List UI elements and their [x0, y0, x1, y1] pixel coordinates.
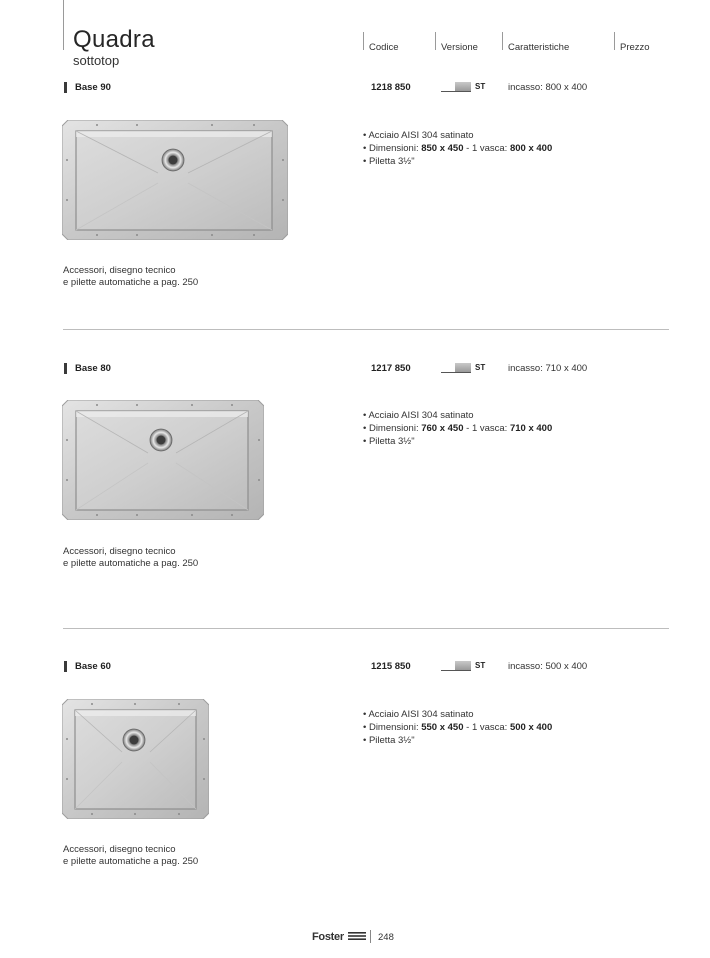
version-swatch [441, 661, 471, 671]
version-label: ST [475, 661, 486, 670]
col-rule-caratteristiche [502, 32, 503, 50]
section-marker [64, 82, 67, 93]
section-divider [63, 329, 669, 330]
spec-dimensions: • Dimensioni: 550 x 450 - 1 vasca: 500 x 400 [363, 722, 553, 733]
brand-logo: Foster [312, 931, 366, 943]
col-header-caratteristiche: Caratteristiche [508, 42, 570, 53]
product-code: 1215 850 [371, 661, 411, 672]
spec-drain: • Piletta 3½" [363, 735, 415, 746]
spec-material: • Acciaio AISI 304 satinato [363, 410, 474, 421]
spec-dimensions: • Dimensioni: 850 x 450 - 1 vasca: 800 x 400 [363, 143, 553, 154]
product-base-label: Base 90 [75, 82, 111, 93]
product-incasso: incasso: 710 x 400 [508, 363, 588, 374]
spec-drain: • Piletta 3½" [363, 436, 415, 447]
spec-dimensions: • Dimensioni: 760 x 450 - 1 vasca: 710 x 400 [363, 423, 553, 434]
product-specs [363, 708, 552, 747]
brand-stripes-icon [348, 932, 366, 940]
section-marker [64, 363, 67, 374]
page-title: Quadra [73, 26, 155, 53]
product-specs [363, 409, 552, 448]
col-rule-prezzo [614, 32, 615, 50]
page-subtitle: sottotop [73, 53, 120, 68]
version-swatch [441, 363, 471, 373]
product-base-label: Base 60 [75, 661, 111, 672]
footer-separator [370, 930, 371, 943]
sink-image-base-60 [62, 699, 209, 819]
accessories-note: Accessori, disegno tecnico e pilette automatiche a pag. 250 [63, 265, 199, 288]
product-incasso: incasso: 500 x 400 [508, 661, 588, 672]
col-rule-versione [435, 32, 436, 50]
version-label: ST [475, 82, 486, 91]
accessories-note: Accessori, disegno tecnico e pilette automatiche a pag. 250 [63, 546, 199, 569]
spec-drain: • Piletta 3½" [363, 156, 415, 167]
title-rule [63, 0, 64, 50]
spec-material: • Acciaio AISI 304 satinato [363, 130, 474, 141]
product-code: 1217 850 [371, 363, 411, 374]
version-swatch [441, 82, 471, 92]
version-label: ST [475, 363, 486, 372]
col-header-codice: Codice [369, 42, 399, 53]
section-marker [64, 661, 67, 672]
product-base-label: Base 80 [75, 363, 111, 374]
col-rule-codice [363, 32, 364, 50]
section-divider [63, 628, 669, 629]
spec-material: • Acciaio AISI 304 satinato [363, 709, 474, 720]
product-specs [363, 129, 552, 168]
accessories-note: Accessori, disegno tecnico e pilette automatiche a pag. 250 [63, 844, 199, 867]
product-incasso: incasso: 800 x 400 [508, 82, 588, 93]
col-header-prezzo: Prezzo [620, 42, 650, 53]
page-number: 248 [378, 932, 394, 943]
product-code: 1218 850 [371, 82, 411, 93]
sink-image-base-80 [62, 400, 264, 520]
sink-image-base-90 [62, 120, 288, 240]
col-header-versione: Versione [441, 42, 478, 53]
